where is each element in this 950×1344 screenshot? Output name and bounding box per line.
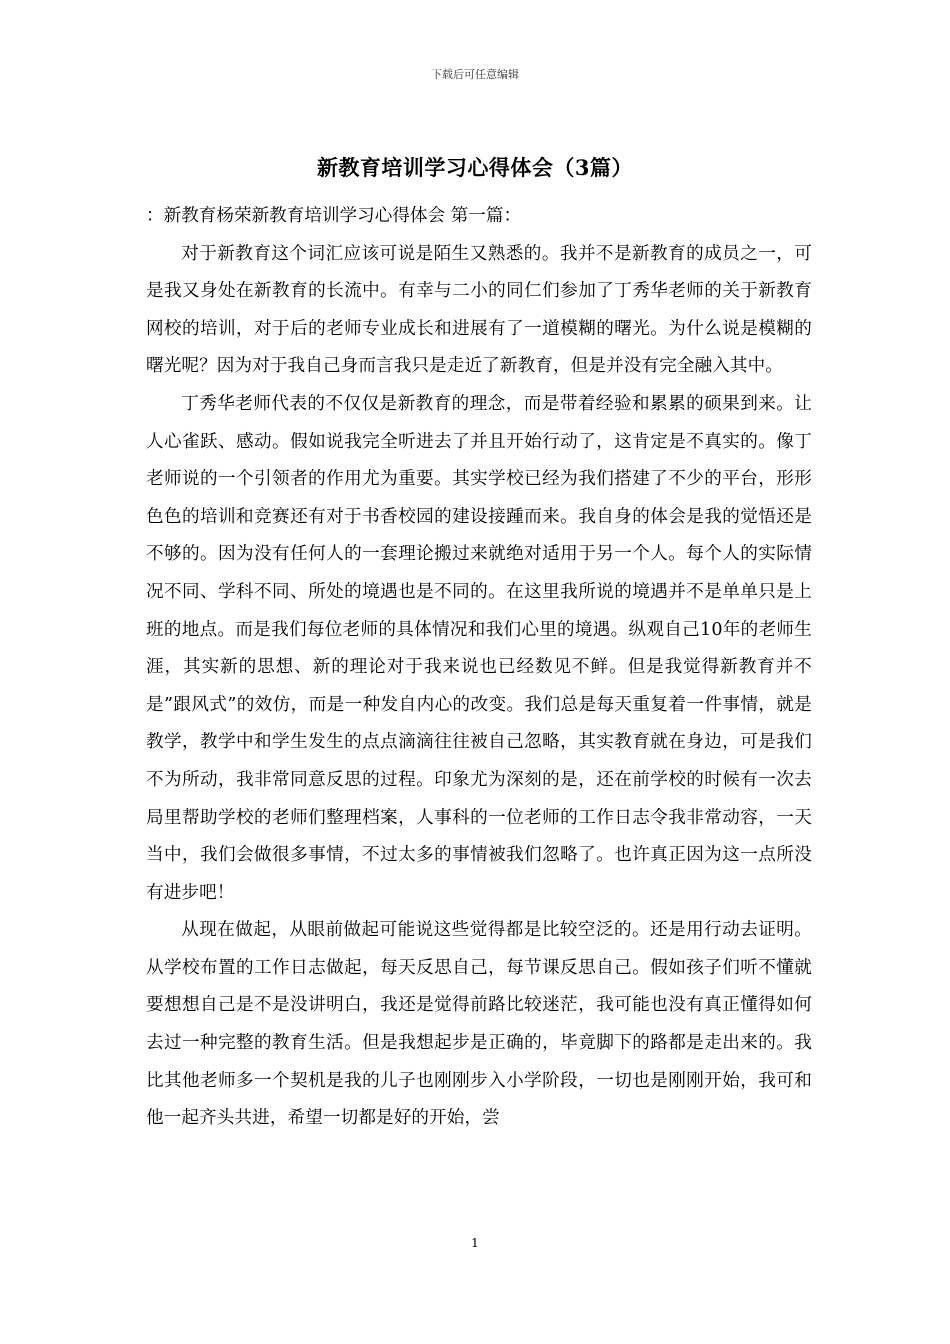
paragraph-1: 对于新教育这个词汇应该可说是陌生又熟悉的。我并不是新教育的成员之一，可是我又身处在新教育的长流中。有幸与二小的同仁们参加了丁秀华老师的关于新教育网校的培训，对于后的老师专业成长和进展有了一道模糊的曙光。为什么说是模糊的曙光呢？因为对于我自己身而言我只是走近了新教育，但是并没有完全融入其中。: [146, 243, 812, 377]
page-header-note: 下载后可任意编辑: [431, 68, 519, 81]
document-title: 新教育培训学习心得体会（3篇）: [316, 155, 634, 180]
document-subtitle: ：新教育杨荣新教育培训学习心得体会 第一篇：: [146, 206, 522, 226]
paragraph-2: 丁秀华老师代表的不仅仅是新教育的理念，而是带着经验和累累的硕果到来。让人心雀跃、感动。假如说我完全听进去了并且开始行动了，这肯定是不真实的。像丁老师说的一个引领者的作用尤为重要。其实学校已经为我们搭建了不少的平台，形形色色的培训和竞赛还有对于书香校园的建设接踵而来。我自身的体会是我的觉悟还是不够的。因为没有任何人的一套理论搬过来就绝对适用于另一个人。每个人的实际情况不同、学科不同、所处的境遇也是不同的。在这里我所说的境遇并不是单单只是上班的地点。而是我们每位老师的具体情况和我们心里的境遇。纵观自己10年的老师生涯，其实新的思想、新的理论对于我来说也已经数见不鲜。但是我觉得新教育并不是”跟风式”的效仿，而是一种发自内心的改变。我们总是每天重复着一件事情，就是教学，教学中和学生发生的点点滴滴往往被自己忽略，其实教育就在身边，可是我们不为所动，我非常同意反思的过程。印象尤为深刻的是，还在前学校的时候有一次去局里帮助学校的老师们整理档案，人事科的一位老师的工作日志令我非常动容，一天当中，我们会做很多事情，不过太多的事情被我们忽略了。也许真正因为这一点所没有进步吧！: [146, 393, 812, 903]
document-body: [146, 198, 812, 1138]
paragraph-3: 从现在做起，从眼前做起可能说这些觉得都是比较空泛的。还是用行动去证明。从学校布置的工作日志做起，每天反思自己，每节课反思自己。假如孩子们听不懂就要想想自己是不是没讲明白，我还是觉得前路比较迷茫，我可能也没有真正懂得如何去过一种完整的教育生活。但是我想起步是正确的，毕竟脚下的路都是走出来的。我比其他老师多一个契机是我的儿子也刚刚步入小学阶段，一切也是刚刚开始，我可和他一起齐头共进，希望一切都是好的开始，尝: [146, 920, 812, 1129]
page-number: 1: [471, 1236, 479, 1250]
